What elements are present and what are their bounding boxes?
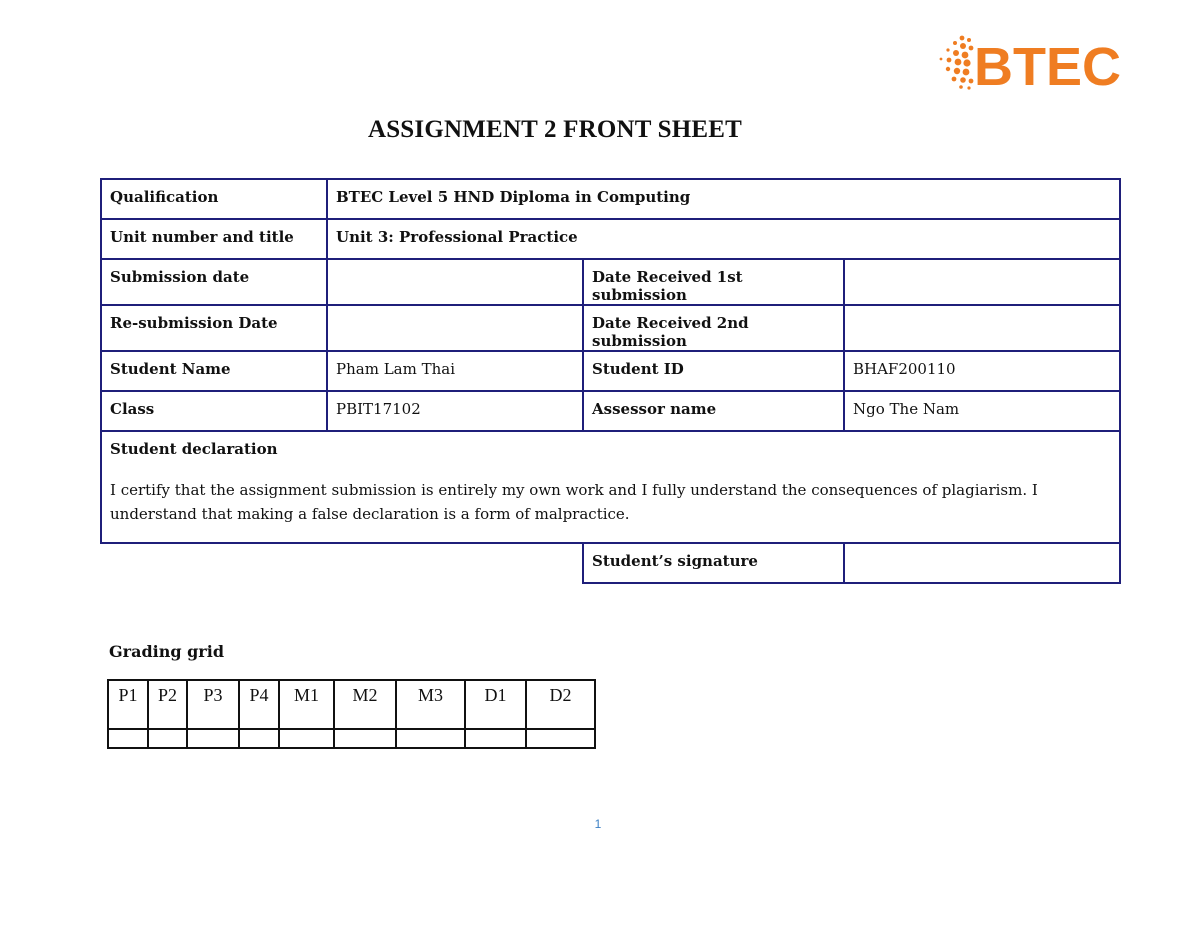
grade-p3: P3 xyxy=(187,680,239,729)
grade-m1-value[interactable] xyxy=(279,729,334,748)
btec-logo xyxy=(936,32,1122,92)
signature-label: Student’s signature xyxy=(583,543,844,583)
table-row xyxy=(101,179,1120,219)
unit-value: Unit 3: Professional Practice xyxy=(327,219,1120,259)
class-label: Class xyxy=(101,391,327,431)
grade-d2: D2 xyxy=(526,680,595,729)
grade-m1: M1 xyxy=(279,680,334,729)
page-number: 1 xyxy=(594,817,602,831)
grade-m3-value[interactable] xyxy=(396,729,465,748)
date-received-1st-label: Date Received 1st submission xyxy=(583,259,844,305)
assessor-name-label: Assessor name xyxy=(583,391,844,431)
signature-value[interactable] xyxy=(844,543,1120,583)
declaration-text: I certify that the assignment submission is entirely my own work and I fully understand the consequences of plagiarism. I understand that making a false declaration is a form of malpractice. xyxy=(110,481,1038,523)
grade-d2-value[interactable] xyxy=(526,729,595,748)
grade-p4-value[interactable] xyxy=(239,729,279,748)
submission-date-value[interactable] xyxy=(327,259,583,305)
grading-grid xyxy=(107,679,596,749)
front-sheet-table xyxy=(100,178,1121,584)
unit-label: Unit number and title xyxy=(101,219,327,259)
btec-logo-text: BTEC xyxy=(974,37,1121,92)
table-row xyxy=(101,431,1120,543)
student-name-label: Student Name xyxy=(101,351,327,391)
grade-p1: P1 xyxy=(108,680,148,729)
assessor-name-value: Ngo The Nam xyxy=(844,391,1120,431)
resubmission-date-value[interactable] xyxy=(327,305,583,351)
table-row xyxy=(101,219,1120,259)
student-name-value: Pham Lam Thai xyxy=(327,351,583,391)
page-title: ASSIGNMENT 2 FRONT SHEET xyxy=(367,116,743,143)
qualification-value: BTEC Level 5 HND Diploma in Computing xyxy=(327,179,1120,219)
table-row xyxy=(101,305,1120,351)
grade-d1: D1 xyxy=(465,680,526,729)
resubmission-date-label: Re-submission Date xyxy=(101,305,327,351)
table-row xyxy=(101,391,1120,431)
date-received-1st-value[interactable] xyxy=(844,259,1120,305)
submission-date-label: Submission date xyxy=(101,259,327,305)
grade-p1-value[interactable] xyxy=(108,729,148,748)
grade-p2: P2 xyxy=(148,680,187,729)
date-received-2nd-value[interactable] xyxy=(844,305,1120,351)
grade-m3: M3 xyxy=(396,680,465,729)
qualification-label: Qualification xyxy=(101,179,327,219)
table-row xyxy=(101,351,1120,391)
date-received-2nd-label: Date Received 2nd submission xyxy=(583,305,844,351)
declaration-heading: Student declaration xyxy=(110,440,278,458)
grade-d1-value[interactable] xyxy=(465,729,526,748)
student-declaration xyxy=(101,431,1120,543)
grade-p4: P4 xyxy=(239,680,279,729)
table-row xyxy=(101,543,1120,583)
grading-grid-label: Grading grid xyxy=(109,642,224,661)
student-id-label: Student ID xyxy=(583,351,844,391)
student-id-value: BHAF200110 xyxy=(844,351,1120,391)
grade-m2-value[interactable] xyxy=(334,729,396,748)
grade-m2: M2 xyxy=(334,680,396,729)
blank-cell xyxy=(101,543,583,583)
grading-value-row xyxy=(108,729,595,748)
class-value: PBIT17102 xyxy=(327,391,583,431)
table-row xyxy=(101,259,1120,305)
grade-p3-value[interactable] xyxy=(187,729,239,748)
grading-header-row xyxy=(108,680,595,729)
grade-p2-value[interactable] xyxy=(148,729,187,748)
